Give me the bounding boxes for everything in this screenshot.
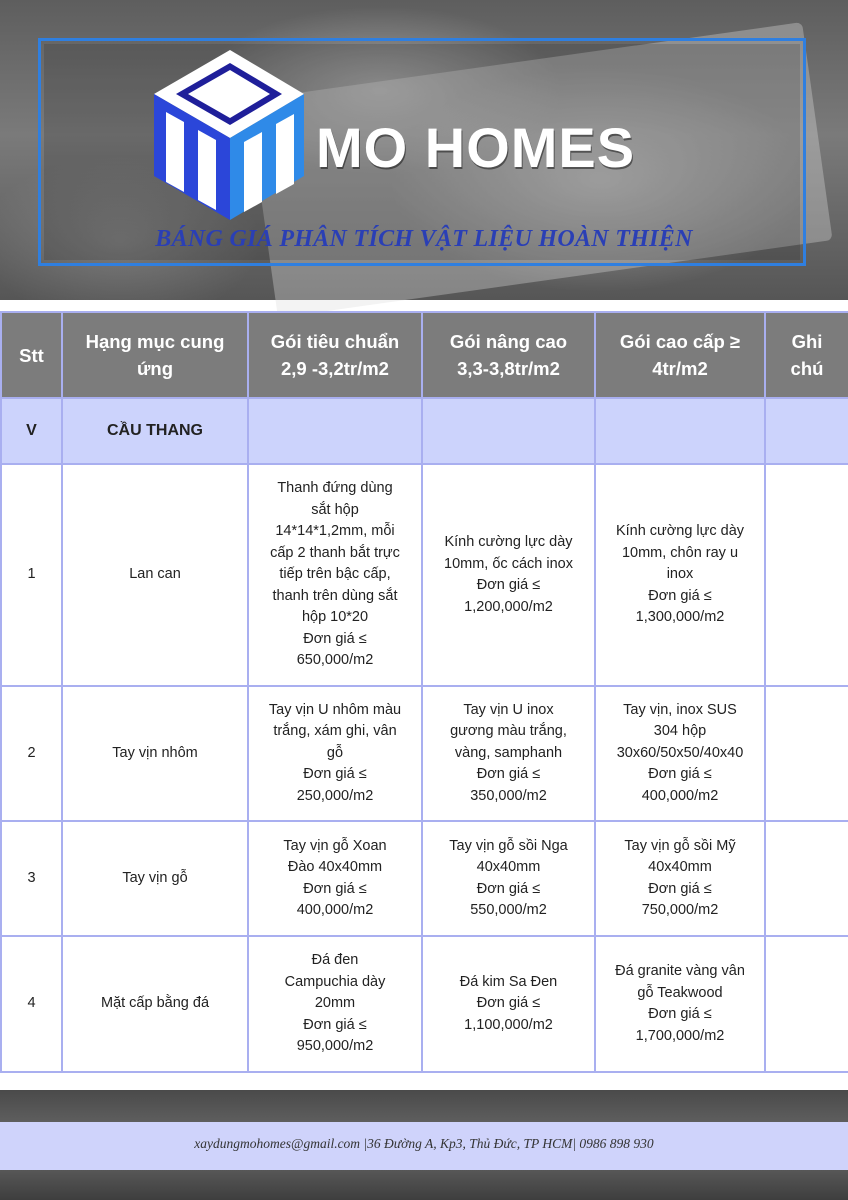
section-empty-cell [422,398,595,464]
header-premium: Gói cao cấp ≥ 4tr/m2 [595,312,765,398]
row-item: Tay vịn gỗ [62,821,248,936]
row-standard-package: Đá đen Campuchia dày 20mm Đơn giá ≤ 950,000/m2 [248,936,422,1072]
footer [0,1090,848,1200]
row-premium-package: Đá granite vàng vân gỗ Teakwood Đơn giá ≤ 1,700,000/m2 [595,936,765,1072]
section-empty-cell [595,398,765,464]
brand-name: MO HOMES [316,116,636,179]
table-row [1,936,848,1072]
table-row [1,821,848,936]
row-premium-package: Tay vịn, inox SUS 304 hộp 30x60/50x50/40x40 Đơn giá ≤ 400,000/m2 [595,686,765,821]
page-title: BÁNG GIÁ PHÂN TÍCH VẬT LIỆU HOÀN THIỆN [155,226,693,252]
row-advanced-package: Tay vịn gỗ sồi Nga 40x40mm Đơn giá ≤ 550,000/m2 [422,821,595,936]
row-stt: 4 [1,936,62,1072]
row-item: Mặt cấp bằng đá [62,936,248,1072]
section-name: CẦU THANG [62,398,248,464]
section-empty-cell [765,398,848,464]
row-premium-package: Tay vịn gỗ sồi Mỹ 40x40mm Đơn giá ≤ 750,000/m2 [595,821,765,936]
header-item: Hạng mục cung ứng [62,312,248,398]
row-note [765,821,848,936]
header-note: Ghi chú [765,312,848,398]
row-stt: 2 [1,686,62,821]
section-empty-cell [248,398,422,464]
row-standard-package: Tay vịn U nhôm màu trắng, xám ghi, vân gỗ Đơn giá ≤ 250,000/m2 [248,686,422,821]
row-stt: 1 [1,464,62,686]
row-item: Tay vịn nhôm [62,686,248,821]
section-row [1,398,848,464]
row-item: Lan can [62,464,248,686]
row-advanced-package: Đá kim Sa Đen Đơn giá ≤ 1,100,000/m2 [422,936,595,1072]
row-standard-package: Tay vịn gỗ Xoan Đào 40x40mm Đơn giá ≤ 400,000/m2 [248,821,422,936]
table-header-row [1,312,848,398]
row-advanced-package: Tay vịn U inox gương màu trắng, vàng, samphanh Đơn giá ≤ 350,000/m2 [422,686,595,821]
row-note [765,686,848,821]
header-advanced: Gói nâng cao 3,3-3,8tr/m2 [422,312,595,398]
row-stt: 3 [1,821,62,936]
row-premium-package: Kính cường lực dày 10mm, chôn ray u inox Đơn giá ≤ 1,300,000/m2 [595,464,765,686]
row-standard-package: Thanh đứng dùng sắt hộp 14*14*1,2mm, mỗi cấp 2 thanh bắt trực tiếp trên bậc cấp, thanh trên dùng sắt hộp 10*20 Đơn giá ≤ 650,000/m2 [248,464,422,686]
table-row [1,686,848,821]
section-number: V [1,398,62,464]
header-stt: Stt [1,312,62,398]
header-banner [0,0,848,300]
table-row [1,464,848,686]
footer-contact: xaydungmohomes@gmail.com |36 Đường A, Kp3, Thủ Đức, TP HCM| 0986 898 930 [194,1136,654,1151]
header-standard: Gói tiêu chuẩn 2,9 -3,2tr/m2 [248,312,422,398]
row-note [765,936,848,1072]
mo-homes-cube-logo-icon [154,50,304,220]
price-table [0,311,848,1073]
row-note [765,464,848,686]
row-advanced-package: Kính cường lực dày 10mm, ốc cách inox Đơn giá ≤ 1,200,000/m2 [422,464,595,686]
